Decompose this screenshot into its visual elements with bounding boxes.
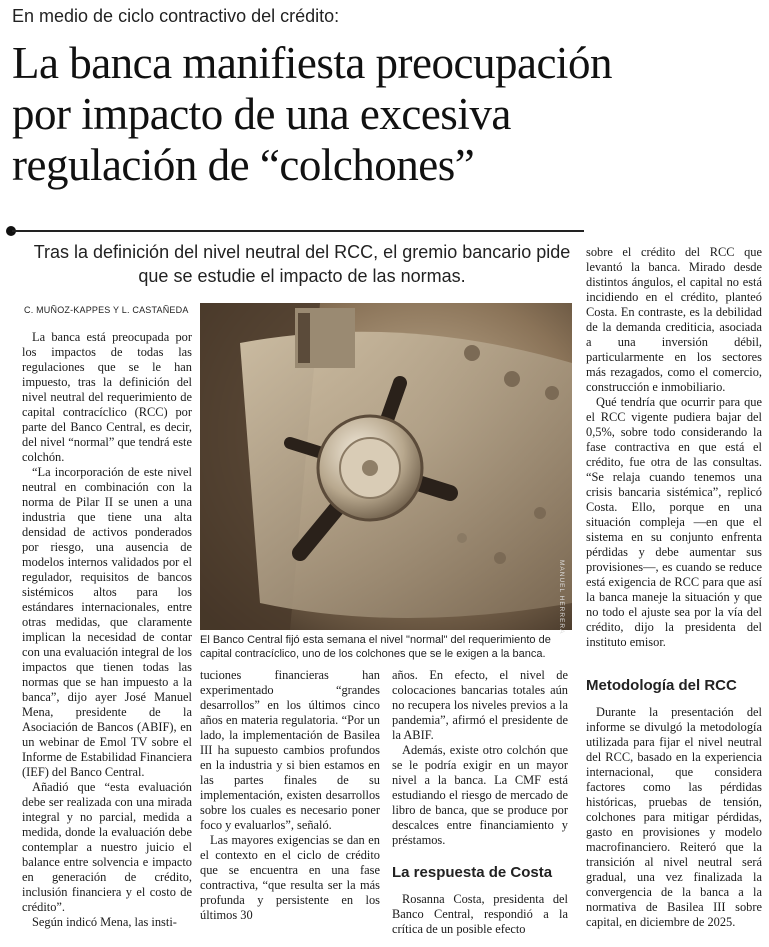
paragraph: Rosanna Costa, presidenta del Banco Central, respondió a la crítica de un posible efecto [392,892,568,936]
paragraph: Según indicó Mena, las insti- [32,915,177,929]
article-column-4-cont [586,705,762,930]
paragraph: Las mayores exigencias se dan en el contexto en el ciclo de crédito que se encuentra en una fase contractiva, “que resulta ser la más profunda y persistente en los últimos 30 [200,833,380,922]
headline-line: regulación de “colchones” [12,140,475,190]
paragraph: Añadió que “esta evaluación debe ser realizada con una mirada integral y no parcial, medida a medida, donde la evaluación debe contemplar a nuestro juicio el balance entre solvencia e impacto en generación de crédito, inclusión financiera y el costo de crédito”. [22,780,192,914]
vault-door-illustration [200,303,572,630]
subhead-metodologia: Metodología del RCC [586,677,737,694]
paragraph: Además, existe otro colchón que se le podría exigir en un mayor nivel a la banca. La CMF está estudiando el riesgo de mercado de libro de banca, que se produce por descalces entre financiamiento y préstamos. [392,743,568,847]
paragraph: Qué tendría que ocurrir para que el RCC vigente pudiera bajar del 0,5%, sobre todo considerando la fase contractiva en que está el crédito, fue otra de las consultas. “Se relaja cuando tenemos una crisis bancaria sistémica”, replicó Costa. Ello, porque en una situación compleja —en que el sistema en su conjunto enfrenta pérdidas y debe aumentar sus provisiones—, es cuando se reduce está exigencia de RCC para que así la banca maneje la situación y que no todo el ajuste sea por la vía del crédito, dijo la presidenta del instituto emisor. [586,395,762,649]
paragraph: años. En efecto, el nivel de colocaciones bancarias totales aún no recupera los niveles previos a la pandemia”, afirmó el presidente de la ABIF. [392,668,568,742]
deck: Tras la definición del nivel neutral del RCC, el gremio bancario pide que se estudie el impacto de las normas. [33,242,571,286]
article-column-3 [392,668,568,848]
headline [12,38,762,191]
paragraph: tuciones financieras han experimentado “grandes desarrollos” en los últimos cinco años en materia regulatoria. “Por un lado, la implementación de Basilea III ha supuesto cambios profundos en la industria y si bien estamos en las partes finales de su implementación, existen desarrollos sobre los cuales es necesario poner foco y evaluarlos”, señaló. [200,668,380,832]
paragraph: “La incorporación de este nivel neutral en combinación con la norma de Pilar II se unen a una industria que tiene una alta densidad de activos ponderados por riesgo, una ausencia de modelos internos validados por el regulador, requisitos de bancos sistémicos altos para los estándares internacionales, entre otras medidas, que claramente implican la necesidad de contar con una evaluación integral de los impactos que tienen todas las normas que se han impuesto a la banca”, dijo ayer José Manuel Mena, presidente de la Asociación de Bancos (ABIF), en un webinar de Emol TV sobre el Informe de Estabilidad Financiera (IEF) del Banco Central. [22,465,192,779]
photo-caption: El Banco Central fijó esta semana el nivel "normal" del requerimiento de capital contracíclico, uno de los colchones que se le exigen a la banca. [200,634,551,660]
paragraph: La banca está preocupada por los impactos de todas las regulaciones que se le han impuesto, tras la definición del nivel neutral del requerimiento de capital contracíclico (RCC) por parte del Banco Central, es decir, del nivel “normal” que tendrá este colchón. [22,330,192,464]
article-column-3-cont [392,892,568,937]
subhead-costa: La respuesta de Costa [392,864,553,881]
article-column-2 [200,668,380,923]
photo-credit: MANUEL HERRERA [558,560,565,635]
headline-rule [12,230,584,232]
paragraph: Durante la presentación del informe se divulgó la metodología utilizada para fijar el nivel neutral del RCC, basado en la experiencia internacional, que considera factores como las pérdidas históricas, pruebas de tensión, colchones para mitigar pérdidas, gasto en provisiones y modelo macrofinanciero. Reiteró que la transición al nivel neutral será gradual, una vez finalizada la convergencia de la banca a la normativa de Basilea III sobre capital, en diciembre de 2025. [586,705,762,929]
vault-photo [200,303,572,630]
byline: C. MUÑOZ-KAPPES Y L. CASTAÑEDA [24,305,189,315]
headline-line: por impacto de una excesiva [12,89,511,139]
article-column-4 [586,245,762,650]
kicker: En medio de ciclo contractivo del crédito: [12,6,340,26]
paragraph: sobre el crédito del RCC que levantó la banca. Mirado desde distintos ángulos, el capital no está incidiendo en el crédito, planteó Costa. En contraste, es la debilidad de la demanda crediticia, asociada a una inversión débil, particularmente en los sectores más rezagados, como el comercio, construcción e inmobiliario. [586,245,762,394]
headline-line: La banca manifiesta preocupación [12,38,612,88]
article-column-1 [22,330,192,930]
